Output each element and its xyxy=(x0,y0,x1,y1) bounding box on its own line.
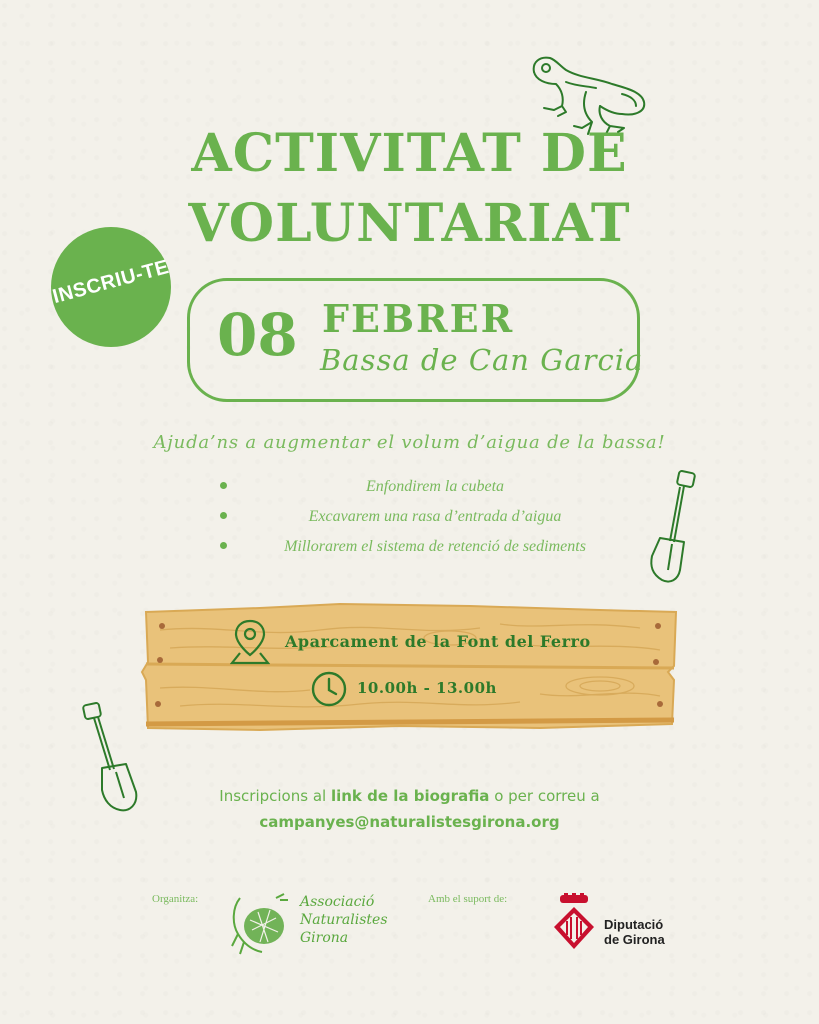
diputacio-name xyxy=(604,917,665,947)
association-name-line: Naturalistes xyxy=(300,912,388,928)
shovel-icon xyxy=(640,470,700,592)
bullet-icon xyxy=(220,512,227,519)
bullet-icon xyxy=(220,482,227,489)
support-label: Amb el suport de: xyxy=(428,893,508,905)
event-day: 08 xyxy=(217,301,298,369)
registration-suffix: o per correu a xyxy=(489,787,600,805)
contact-email[interactable]: campanyes@naturalistesgirona.org xyxy=(259,813,560,831)
title-line-2: VOLUNTARIAT xyxy=(188,193,631,254)
task-text: Millorarem el sistema de retenció de sediments xyxy=(284,538,586,555)
title-line-1: ACTIVITAT DE xyxy=(191,123,628,184)
list-item xyxy=(220,538,640,568)
wood-plank-sign xyxy=(140,600,680,732)
clock-icon xyxy=(310,670,348,708)
tagline: Ajuda’ns a augmentar el volum d’aigua de la bassa! xyxy=(153,432,666,453)
bullet-icon xyxy=(220,542,227,549)
event-month: FEBRER xyxy=(322,296,515,341)
register-badge[interactable] xyxy=(51,227,171,347)
register-badge-label: INSCRIU-TE xyxy=(50,255,172,309)
diputacio-name-line: Diputació xyxy=(604,917,664,932)
registration-line xyxy=(0,787,819,805)
meeting-time: 10.00h - 13.00h xyxy=(357,679,497,697)
organizer-label: Organitza: xyxy=(152,893,199,905)
association-name xyxy=(300,893,388,947)
registration-prefix: Inscripcions al xyxy=(219,787,331,805)
association-logo xyxy=(228,890,300,960)
location-pin-icon xyxy=(230,617,270,665)
event-place: Bassa de Can Garcia xyxy=(320,343,644,377)
task-text: Enfondirem la cubeta xyxy=(365,478,505,495)
list-item xyxy=(220,478,640,508)
diputacio-emblem xyxy=(552,893,596,953)
association-name-line: Associació xyxy=(300,894,375,910)
list-item xyxy=(220,508,640,538)
task-text: Excavarem una rasa d’entrada d’aigua xyxy=(308,508,562,525)
meeting-location: Aparcament de la Font del Ferro xyxy=(285,632,591,651)
diputacio-name-line: de Girona xyxy=(604,932,665,947)
biography-link[interactable]: link de la biografia xyxy=(330,787,490,805)
association-name-line: Girona xyxy=(300,930,349,946)
task-list xyxy=(220,478,640,568)
